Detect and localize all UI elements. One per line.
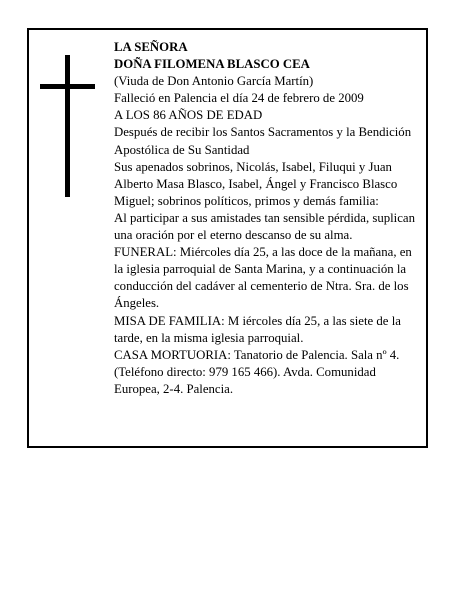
death-line: Falleció en Palencia el día 24 de febrero de 2009 xyxy=(114,91,364,106)
title-line: LA SEÑORA xyxy=(114,40,188,54)
family-paragraph: Sus apenados sobrinos, Nicolás, Isabel, Filuqui y Juan Alberto Masa Blasco, Isabel, Ángel y Francisco Blasco Miguel; sobrinos políticos, primos y demás familia: xyxy=(114,159,398,208)
widow-line: (Viuda de Don Antonio García Martín) xyxy=(114,74,314,89)
family-mass-paragraph: MISA DE FAMILIA: M iércoles día 25, a las siete de la tarde, en la misma iglesia parroquial. xyxy=(114,313,401,345)
deceased-name: DOÑA FILOMENA BLASCO CEA xyxy=(114,57,310,72)
funeral-home-paragraph: CASA MORTUORIA: Tanatorio de Palencia. Sala nº 4. (Teléfono directo: 979 165 466). Avda. Comunidad Europea, 2-4. Palencia. xyxy=(114,347,400,396)
request-paragraph: Al participar a sus amistades tan sensible pérdida, suplican una oración por el eterno descanso de su alma. xyxy=(114,210,415,243)
cross-vertical-bar xyxy=(65,55,70,197)
obituary-text xyxy=(114,39,416,398)
sacraments-paragraph: Después de recibir los Santos Sacramentos y la Bendición Apostólica de Su Santidad xyxy=(114,125,412,157)
funeral-paragraph: FUNERAL: Miércoles día 25, a las doce de la mañana, en la iglesia parroquial de Santa Marina, y a continuación la conducción del cadáver al cementerio de Ntra. Sra. de los Ángeles. xyxy=(114,245,412,311)
age-line: A LOS 86 AÑOS DE EDAD xyxy=(114,108,263,123)
cross-horizontal-bar xyxy=(40,84,95,89)
